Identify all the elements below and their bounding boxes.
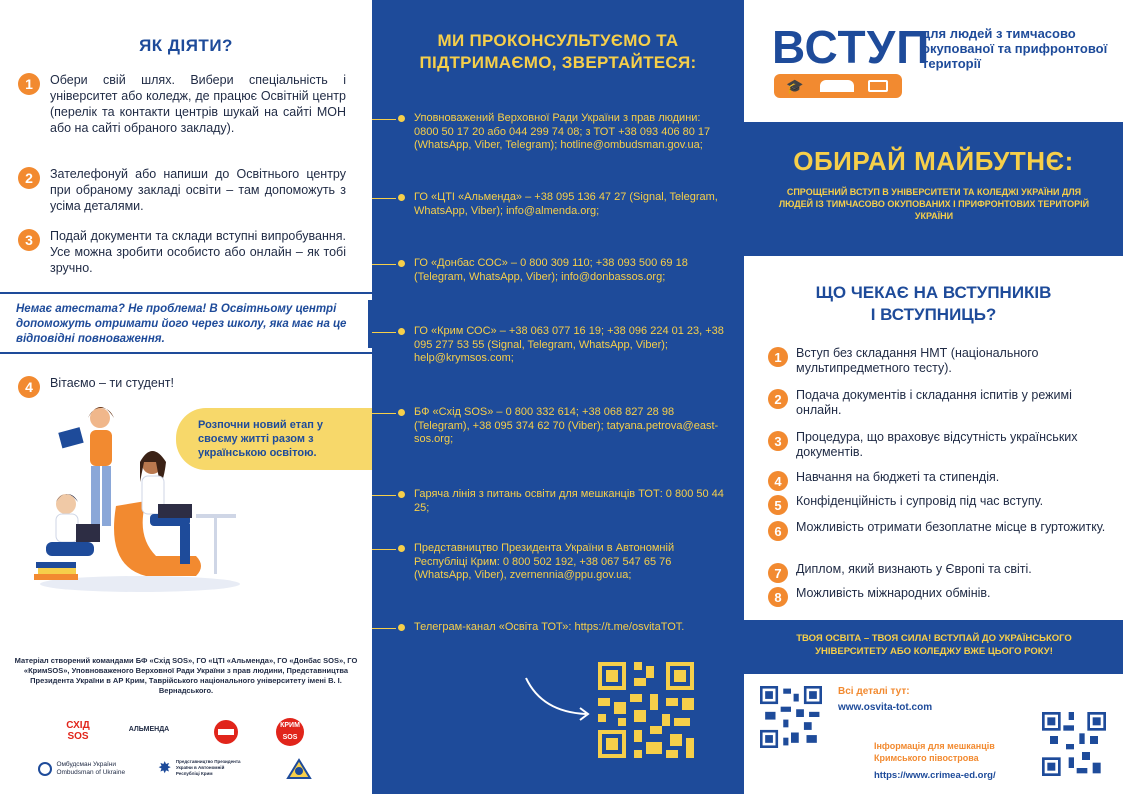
bullet-dot <box>398 194 405 201</box>
vstup-subtitle: для людей з тимчасово окупованої та прифронтової території <box>922 26 1108 71</box>
bullet-dot <box>398 260 405 267</box>
contacts-heading-line2: ПІДТРИМАЄМО, ЗВЕРТАЙТЕСЯ: <box>419 53 697 72</box>
benefit-number: 4 <box>768 471 788 491</box>
step-text: Подай документи та склади вступні випробування. Усе можна зробити особисто або онлайн – як тобі зручно. <box>50 229 346 275</box>
benefit-text: Подача документів і складання іспитів у режимі онлайн. <box>796 388 1072 417</box>
arrow-to-qr-icon <box>522 672 602 722</box>
divider-line <box>372 495 396 496</box>
vstup-title: ВСТУП <box>772 21 931 73</box>
contact-text: ГО «Крим СОС» – +38 063 077 16 19; +38 096 224 01 23, +38 095 277 53 55 (Signal, Telegram, WhatsApp, Viber); help@krymsos.com; <box>414 325 724 364</box>
step-text: Обери свій шлях. Вибери спеціальність і університет або коледж, де працює Освітній центр (перелік та контакти центрів шукай на сайті МОН або на сайті обраного закладу). <box>50 73 346 135</box>
ombudsman-logo <box>38 760 148 778</box>
benefit-text: Можливість отримати безоплатне місце в гуртожитку. <box>796 520 1106 534</box>
benefit-text: Вступ без складання НМТ (національного мультипредметного тесту). <box>796 346 1039 375</box>
benefit-item <box>768 586 1108 607</box>
benefit-number: 2 <box>768 389 788 409</box>
step-number: 3 <box>18 229 40 251</box>
ombudsman-name-ua: Омбудсман України <box>56 760 116 768</box>
benefit-number: 5 <box>768 495 788 515</box>
benefit-text: Диплом, який визнають у Європі та світі. <box>796 562 1032 576</box>
benefit-number: 7 <box>768 563 788 583</box>
donbas-sos-logo <box>214 720 238 744</box>
benefit-number: 1 <box>768 347 788 367</box>
benefit-number: 6 <box>768 521 788 541</box>
step-2 <box>18 166 346 214</box>
benefit-number: 8 <box>768 587 788 607</box>
vstup-header-box <box>744 0 1123 122</box>
contact-text: Гаряча лінія з питань освіти для мешканців ТОТ: 0 800 50 44 25; <box>414 488 724 514</box>
benefits-heading-line2: І ВСТУПНИЦЬ? <box>870 305 997 324</box>
crimea-website-link[interactable]: https://www.crimea-ed.org/ <box>874 770 996 781</box>
bullet-dot <box>398 409 405 416</box>
shid-sos-logo: СХІД SOS <box>66 720 90 742</box>
step-number: 2 <box>18 167 40 189</box>
benefits-box <box>744 256 1123 620</box>
step-text: Зателефонуй або напиши до Освітнього центру при обраному закладі освіти – там допоможуть з усіма деталями. <box>50 167 346 213</box>
right-panel <box>744 0 1123 794</box>
benefit-item <box>768 470 1108 491</box>
step-number: 1 <box>18 73 40 95</box>
crimea-info-label: Інформація для мешканців Кримського півострова <box>874 741 995 763</box>
new-stage-bubble: Розпочни новий етап у своєму житті разом з українською освітою. <box>176 408 372 470</box>
book-icon <box>868 80 888 92</box>
divider-line <box>372 264 396 265</box>
benefit-item <box>768 494 1108 515</box>
more-details-label: Всі деталі тут: <box>838 686 910 697</box>
contact-shid-sos <box>398 406 724 447</box>
contact-text: ГО «Донбас СОС» – 0 800 309 110; +38 093 500 69 18 (Telegram, WhatsApp, Viber); info@donbassos.org; <box>414 257 688 283</box>
step-number: 4 <box>18 376 40 398</box>
contact-ombudsman <box>398 112 724 153</box>
contact-president-representation <box>398 542 724 583</box>
links-box <box>744 674 1123 794</box>
benefit-text: Конфіденційність і супровід під час вступу. <box>796 494 1044 508</box>
website-qr-code[interactable] <box>760 686 822 748</box>
krym-sos-logo: КРИМ SOS <box>276 718 304 746</box>
bullet-dot <box>398 491 405 498</box>
ombudsman-name-en: Ombudsman of Ukraine <box>56 768 126 776</box>
divider-line <box>372 198 396 199</box>
star-emblem-icon: ✸ <box>158 760 172 777</box>
benefit-item <box>768 520 1108 541</box>
choose-future-title: ОБИРАЙ МАЙБУТНЄ: <box>793 146 1074 176</box>
benefits-heading-line1: ЩО ЧЕКАЄ НА ВСТУПНИКІВ <box>815 283 1052 302</box>
telegram-qr-code[interactable] <box>598 662 694 758</box>
contact-text: БФ «Схід SOS» – 0 800 332 614; +38 068 827 28 98 (Telegram), +38 095 374 62 70 (Viber); tatyana.petrova@east-sos.org; <box>414 406 719 445</box>
divider-line <box>372 549 396 550</box>
contacts-heading-line1: МИ ПРОКОНСУЛЬТУЄМО ТА <box>437 31 679 50</box>
contact-text: ГО «ЦТІ «Альменда» – +38 095 136 47 27 (Signal, Telegram, WhatsApp, Viber); info@almenda.org; <box>414 191 718 217</box>
website-link[interactable]: www.osvita-tot.com <box>838 702 933 713</box>
step-3 <box>18 228 346 276</box>
divider-line <box>372 332 396 333</box>
university-logo <box>284 756 314 782</box>
divider-line <box>372 119 396 120</box>
contact-almenda <box>398 191 724 218</box>
contact-hotline <box>398 488 724 515</box>
contact-telegram[interactable] <box>398 621 724 635</box>
contact-donbas-sos <box>398 257 724 284</box>
left-panel <box>0 0 372 794</box>
benefit-text: Процедура, що враховує відсутність українських документів. <box>796 430 1078 459</box>
bullet-dot <box>398 545 405 552</box>
contact-krym-sos <box>398 325 724 366</box>
bullet-dot <box>398 624 405 631</box>
vstup-icon-strip <box>774 74 902 98</box>
step-4 <box>18 375 346 398</box>
contact-text: Телеграм-канал «Освіта ТОТ»: https://t.me/osvitaTOT. <box>414 621 685 633</box>
credits-text: Матеріал створений командами БФ «Схід SOS», ГО «ЦТІ «Альменда», ГО «Донбас SOS», ГО «КримSOS», Уповноваженого Верховної Ради України з прав людини, Представництва Президента України в АР Крим, Таврійського національного університету імені В. І. Вернадського. <box>14 656 358 695</box>
benefit-item <box>768 346 1108 376</box>
slogan: ТВОЯ ОСВІТА – ТВОЯ СИЛА! ВСТУПАЙ ДО УКРАЇНСЬКОГО УНІВЕРСИТЕТУ АБО КОЛЕДЖУ ВЖЕ ЦЬОГО РОКУ! <box>796 633 1072 657</box>
bullet-dot <box>398 328 405 335</box>
partner-logos <box>18 716 358 790</box>
president-representation-name: Представництво Президента України в Автономній Республіці Крим <box>175 759 241 776</box>
benefit-item <box>768 562 1108 583</box>
benefit-item <box>768 430 1108 460</box>
benefits-heading <box>744 282 1123 326</box>
choose-future-subtitle: СПРОЩЕНИЙ ВСТУП В УНІВЕРСИТЕТИ ТА КОЛЕДЖІ УКРАЇНИ ДЛЯ ЛЮДЕЙ ІЗ ТИМЧАСОВО ОКУПОВАНИХ І ПРИФРОНТОВИХ ТЕРИТОРІЙ УКРАЇНИ <box>778 187 1090 221</box>
people-group-icon <box>820 80 854 92</box>
crimea-qr-code[interactable] <box>1042 712 1106 776</box>
graduation-cap-icon: 🎓 <box>786 78 804 94</box>
bullet-dot <box>398 115 405 122</box>
benefit-number: 3 <box>768 431 788 451</box>
how-to-heading: ЯК ДІЯТИ? <box>139 36 233 55</box>
president-representation-logo <box>158 758 258 778</box>
contact-text: Уповноважений Верховної Ради України з прав людини: 0800 50 17 20 або 044 299 74 08; з ТОТ +38 093 406 80 17 (WhatsApp, Viber, Telegram); hotline@ombudsman.gov.ua; <box>414 112 711 151</box>
benefit-text: Навчання на бюджеті та стипендія. <box>796 470 1000 484</box>
contacts-heading <box>372 30 744 74</box>
almenda-logo: АЛЬМЕНДА <box>128 726 170 733</box>
divider-line <box>372 628 396 629</box>
benefit-text: Можливість міжнародних обмінів. <box>796 586 991 600</box>
contacts-panel <box>372 0 744 794</box>
ombudsman-emblem-icon <box>38 762 52 776</box>
contact-text: Представництво Президента України в Автономній Республіці Крим: 0 800 502 192, +38 067 547 65 76 (WhatsApp, Viber), zvernennia@ppu.gov.ua; <box>414 542 675 581</box>
step-text: Вітаємо – ти студент! <box>50 376 174 390</box>
no-certificate-note: Немає атестата? Не проблема! В Освітньому центрі допоможуть отримати його через школу, яка має на це відповідні повноваження. <box>0 292 372 354</box>
step-1 <box>18 72 346 136</box>
benefit-item <box>768 388 1108 418</box>
divider-line <box>372 413 396 414</box>
